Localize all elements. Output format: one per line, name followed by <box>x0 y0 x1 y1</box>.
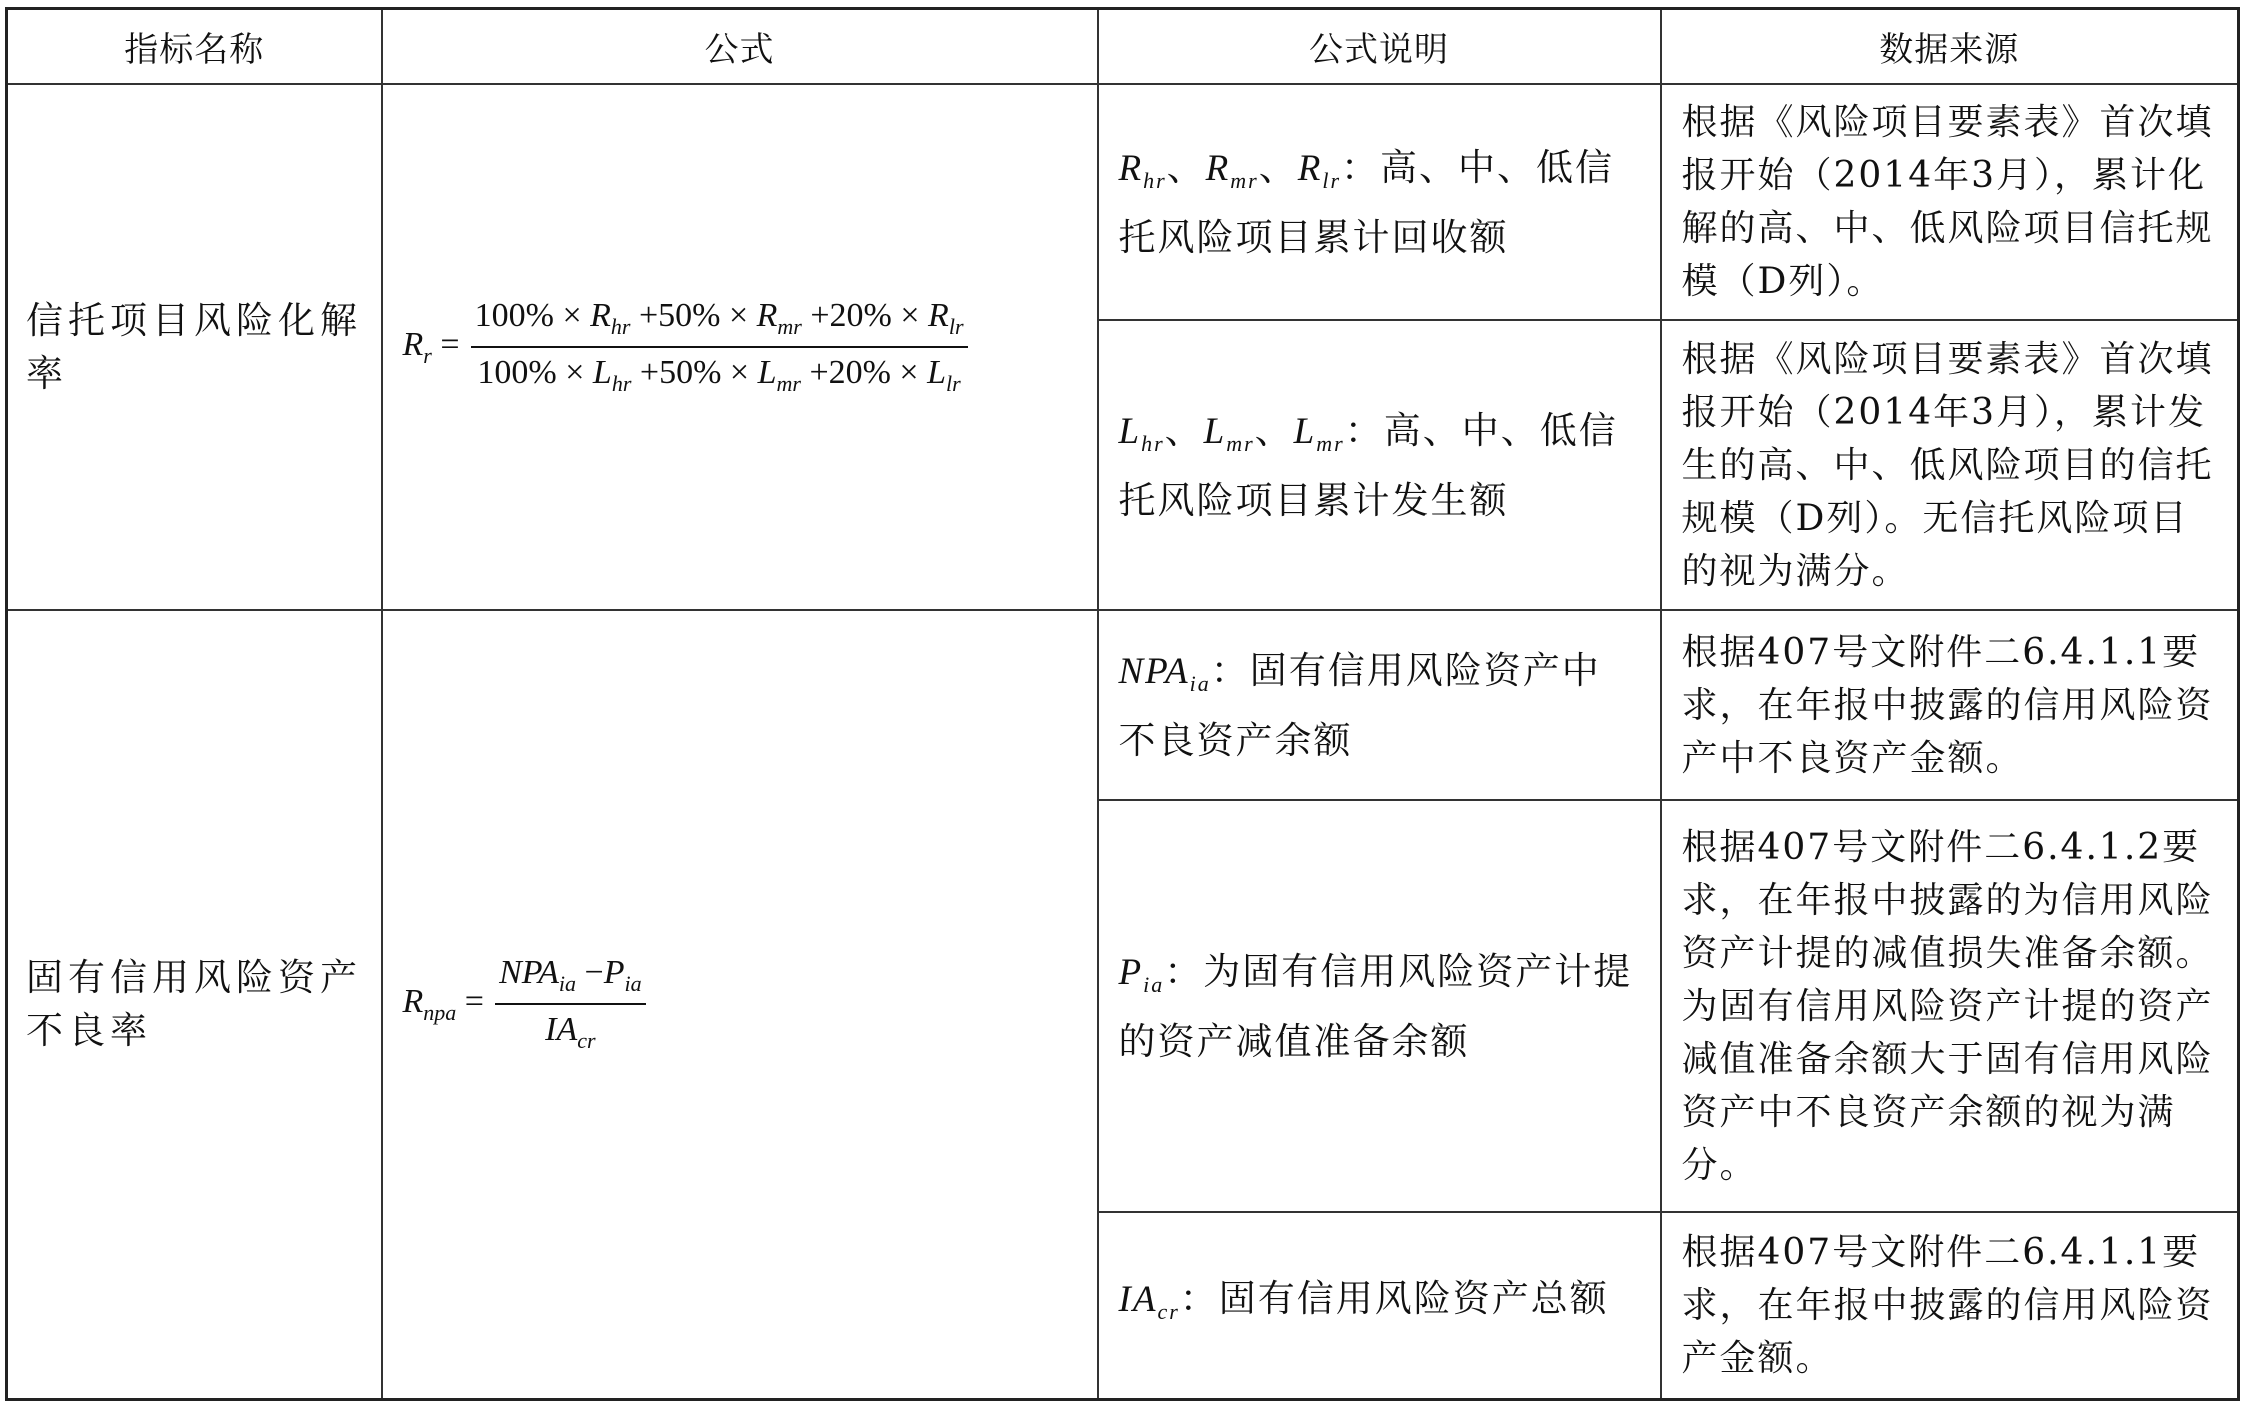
indicator-name: 信托项目风险化解率 <box>7 84 382 610</box>
formula-numerator: $100\% \times R_{hr} +50\% \times R_{mr} +20\% \times R_{lr}$ <box>471 297 968 348</box>
indicator-table <box>5 7 2240 1401</box>
formula-lhs: $R_{npa}$ = <box>402 982 484 1025</box>
table-row <box>7 610 2239 800</box>
formula-fraction <box>495 954 646 1054</box>
data-source: 根据407号文附件二6.4.1.1要求，在年报中披露的信用风险资产金额。 <box>1661 1212 2239 1399</box>
formula-explanation: $NPA_{ia}$：固有信用风险资产中不良资产余额 <box>1098 610 1661 800</box>
formula-fraction <box>471 297 968 397</box>
formula-cell <box>382 84 1098 610</box>
header-data-source: 数据来源 <box>1661 9 2239 85</box>
indicator-name: 固有信用风险资产不良率 <box>7 610 382 1399</box>
formula-cell <box>382 610 1098 1399</box>
header-formula-explanation: 公式说明 <box>1098 9 1661 85</box>
header-row <box>7 9 2239 85</box>
formula-explanation: $R_{hr}$、$R_{mr}$、$R_{lr}$：高、中、低信托风险项目累计回收额 <box>1098 84 1661 320</box>
data-source: 根据《风险项目要素表》首次填报开始（2014年3月），累计化解的高、中、低风险项目信托规模（D列）。 <box>1661 84 2239 320</box>
formula-numerator: $NPA_{ia} -P_{ia}$ <box>495 954 646 1005</box>
formula-explanation: $P_{ia}$：为固有信用风险资产计提的资产减值准备余额 <box>1098 800 1661 1212</box>
data-source: 根据《风险项目要素表》首次填报开始（2014年3月），累计发生的高、中、低风险项目的信托规模（D列）。无信托风险项目的视为满分。 <box>1661 320 2239 610</box>
formula-denominator: $100\% \times L_{hr} +50\% \times L_{mr} +20\% \times L_{lr}$ <box>477 354 961 396</box>
header-indicator-name: 指标名称 <box>7 9 382 85</box>
data-source: 根据407号文附件二6.4.1.2要求，在年报中披露的为信用风险资产计提的减值损失准备余额。为固有信用风险资产计提的资产减值准备余额大于固有信用风险资产中不良资产余额的视为满分。 <box>1661 800 2239 1212</box>
formula-denominator: $IA_{cr}$ <box>545 1011 596 1054</box>
formula-explanation: $IA_{cr}$：固有信用风险资产总额 <box>1098 1212 1661 1399</box>
formula-explanation: $L_{hr}$、$L_{mr}$、$L_{mr}$：高、中、低信托风险项目累计发生额 <box>1098 320 1661 610</box>
data-source: 根据407号文附件二6.4.1.1要求，在年报中披露的信用风险资产中不良资产金额。 <box>1661 610 2239 800</box>
formula-lhs: $R_r$ = <box>402 325 460 368</box>
table-row <box>7 84 2239 320</box>
header-formula: 公式 <box>382 9 1098 85</box>
